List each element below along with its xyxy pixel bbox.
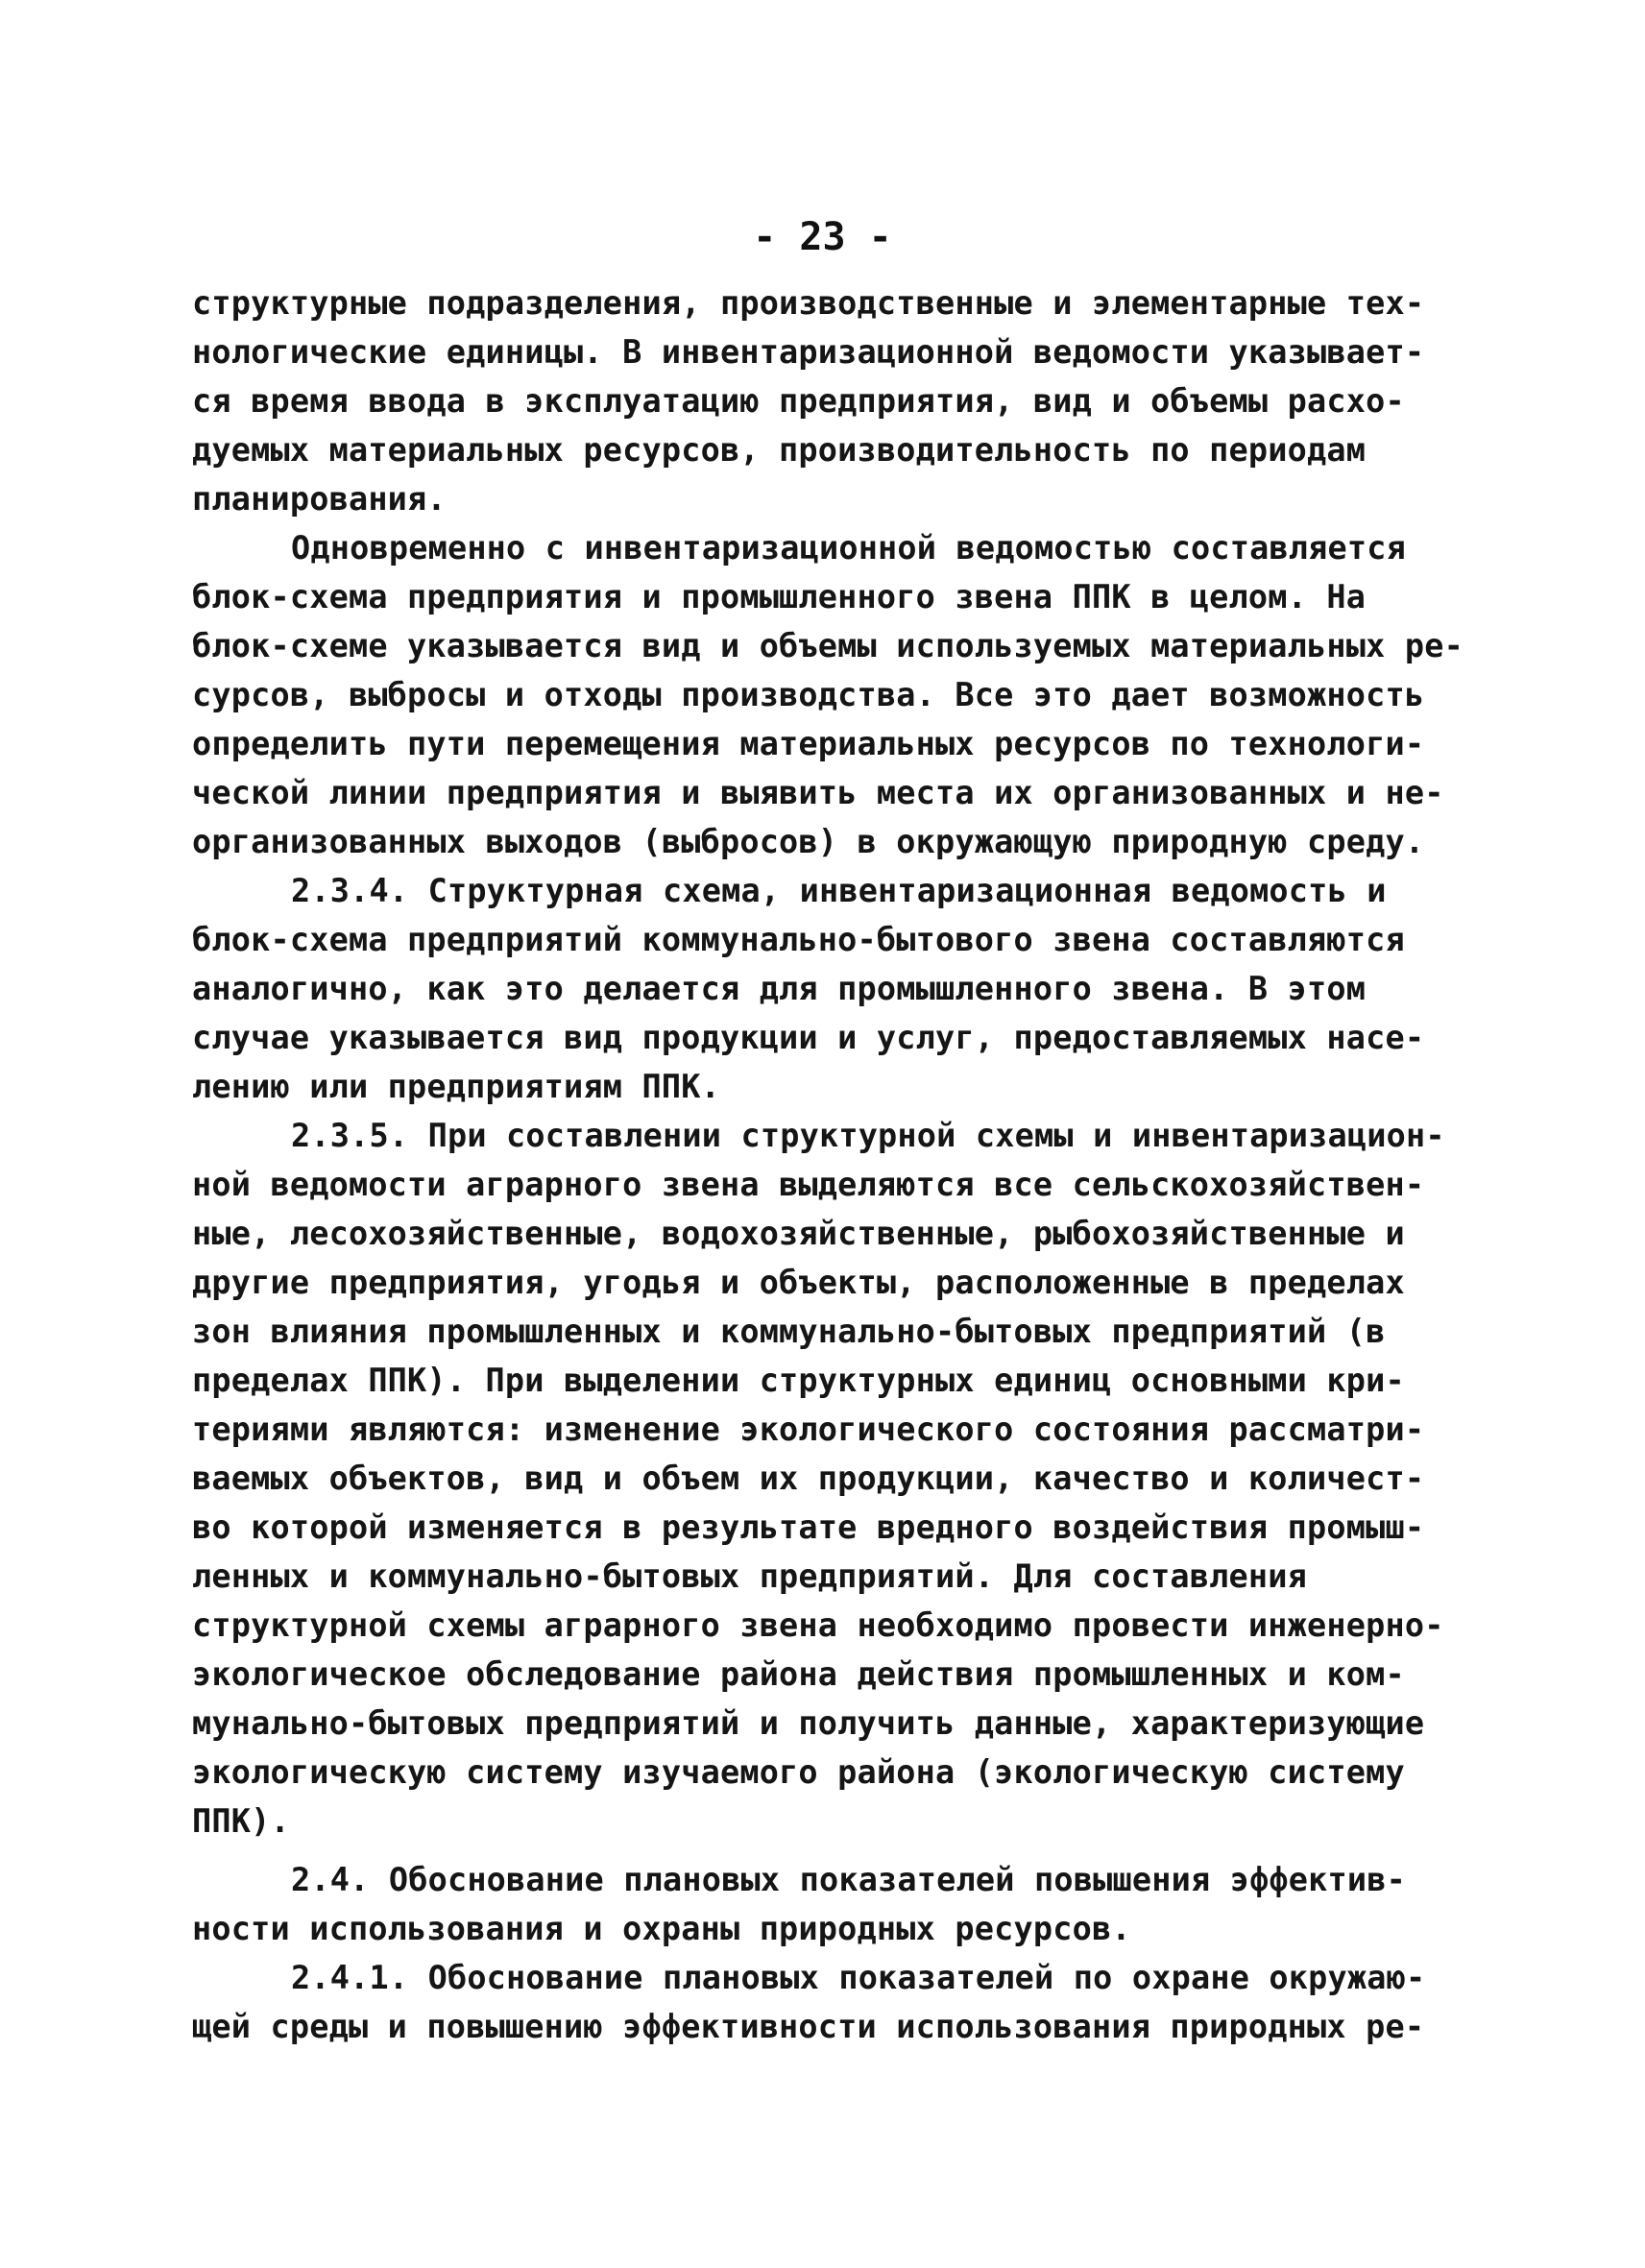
text-line: ческой линии предприятия и выявить места их организованных и не- (192, 774, 1444, 811)
text-line: определить пути перемещения материальных ресурсов по технологи- (192, 725, 1425, 762)
text-line: ной ведомости аграрного звена выделяются все сельскохозяйствен- (192, 1166, 1425, 1203)
text-line: экологическую систему изучаемого района (экологическую систему (192, 1753, 1405, 1791)
text-line: ные, лесохозяйственные, водохозяйственные, рыбохозяйственные и (192, 1215, 1405, 1252)
text-line: мунально-бытовых предприятий и получить данные, характеризующие (192, 1704, 1425, 1742)
section-2-3-4-heading-line: 2.3.4. Структурная схема, инвентаризационная ведомость и (291, 872, 1387, 909)
text-line: планирования. (192, 480, 447, 518)
text-line: зон влияния промышленных и коммунально-бытовых предприятий (в (192, 1313, 1386, 1350)
text-line: другие предприятия, угодья и объекты, расположенные в пределах (192, 1264, 1405, 1301)
text-line: ППК). (192, 1802, 290, 1840)
text-line: блок-схема предприятий коммунально-бытового звена составляются (192, 921, 1405, 958)
text-line: ваемых объектов, вид и объем их продукции, качество и количест- (192, 1460, 1425, 1497)
section-2-3-5-heading-line: 2.3.5. При составлении структурной схемы и инвентаризацион- (291, 1117, 1445, 1154)
text-line: ности использования и охраны природных ресурсов. (192, 1910, 1131, 1947)
section-2-4-1-heading-line: 2.4.1. Обоснование плановых показателей по охране окружаю- (291, 1959, 1426, 1996)
text-line: териями являются: изменение экологического состояния рассматри- (192, 1411, 1425, 1448)
page-number: - 23 - (753, 215, 892, 259)
text-line: пределах ППК). При выделении структурных единиц основными кри- (192, 1362, 1405, 1399)
text-line: щей среды и повышению эффективности использования природных ре- (192, 2008, 1425, 2045)
text-line: нологические единицы. В инвентаризационной ведомости указывает- (192, 333, 1425, 371)
text-line: структурные подразделения, производственные и элементарные тех- (192, 284, 1425, 322)
text-line: организованных выходов (выбросов) в окружающую природную среду. (192, 823, 1425, 860)
text-line: лению или предприятиям ППК. (192, 1068, 720, 1105)
text-line: структурной схемы аграрного звена необходимо провести инженерно- (192, 1606, 1444, 1644)
paragraph-start-line: Одновременно с инвентаризационной ведомостью составляется (291, 529, 1407, 567)
text-line: дуемых материальных ресурсов, производительность по периодам (192, 431, 1367, 469)
text-line: экологическое обследование района действия промышленных и ком- (192, 1655, 1405, 1693)
text-line: блок-схема предприятия и промышленного звена ППК в целом. На (192, 578, 1367, 615)
text-line: ся время ввода в эксплуатацию предприятия, вид и объемы расхо- (192, 382, 1405, 420)
section-2-4-heading-line: 2.4. Обоснование плановых показателей повышения эффектив- (291, 1861, 1407, 1898)
text-line: во которой изменяется в результате вредного воздействия промыш- (192, 1508, 1425, 1546)
text-line: случае указывается вид продукции и услуг, предоставляемых насе- (192, 1019, 1425, 1056)
text-line: блок-схеме указывается вид и объемы используемых материальных ре- (192, 627, 1464, 664)
text-line: ленных и коммунально-бытовых предприятий. Для составления (192, 1557, 1308, 1595)
text-line: сурсов, выбросы и отходы производства. Все это дает возможность (192, 676, 1425, 713)
text-line: аналогично, как это делается для промышленного звена. В этом (192, 970, 1367, 1007)
